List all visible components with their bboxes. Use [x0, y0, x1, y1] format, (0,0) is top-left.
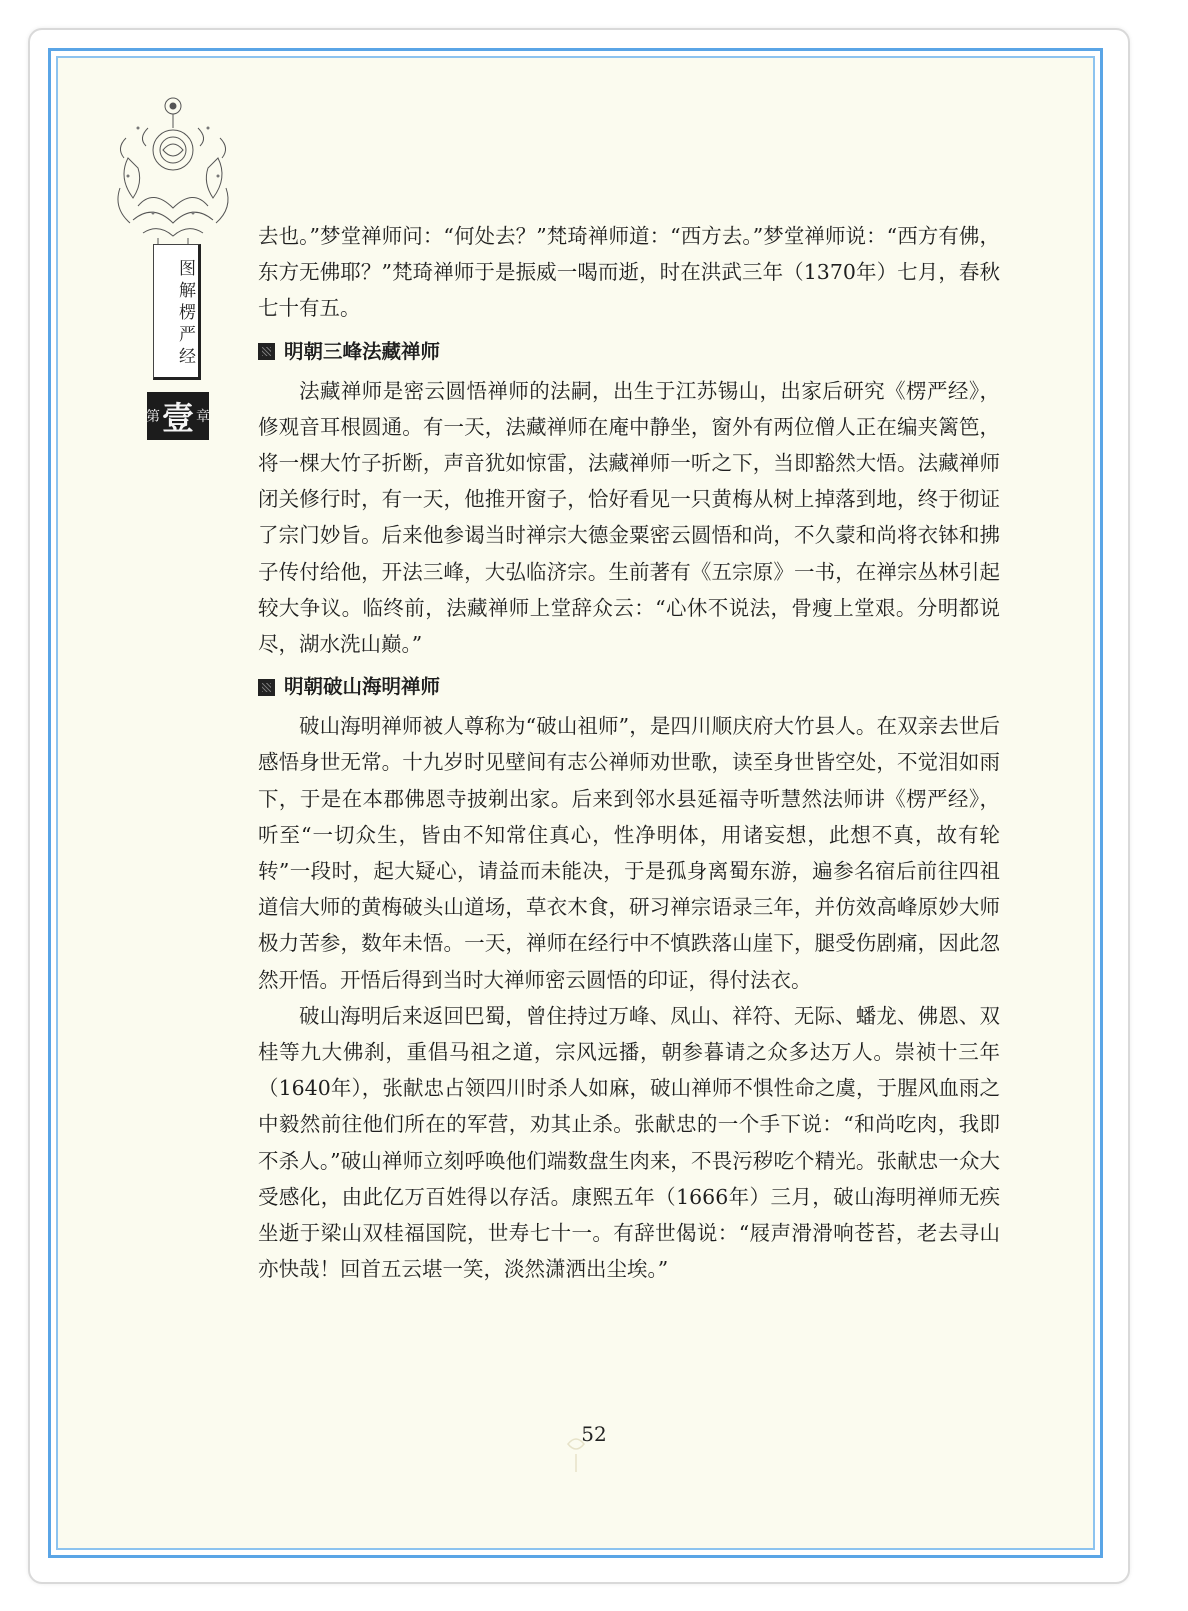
section-heading-text: 明朝三峰法藏禅师	[284, 339, 441, 363]
body-paragraph: 破山海明禅师被人尊称为“破山祖师”，是四川顺庆府大竹县人。在双亲去世后感悟身世无常。十九岁时见壁间有志公禅师劝世歌，读至身世皆空处，不觉泪如雨下，于是在本郡佛恩寺披剃出家。后来到邻水县延福寺听慧然法师讲《楞严经》，听至“一切众生，皆由不知常住真心，性净明体，用诸妄想，此想不真，故有轮转”一段时，起大疑心，请益而未能决，于是孤身离蜀东游，遍参名宿后前往四祖道信大师的黄梅破头山道场，草衣木食，研习禅宗语录三年，并仿效高峰原妙大师极力苦参，数年未悟。一天，禅师在经行中不慎跌落山崖下，腿受伤剧痛，因此忽然开悟。开悟后得到当时大禅师密云圆悟的印证，得付法衣。	[258, 714, 1000, 992]
chapter-prefix: 第	[146, 409, 160, 425]
heading-bullet-icon	[258, 679, 275, 696]
book-title-label	[153, 244, 201, 380]
section-heading-fazang	[258, 333, 1000, 371]
book-title: 图解楞严经	[175, 259, 195, 369]
body-paragraph: 法藏禅师是密云圆悟禅师的法嗣，出生于江苏锡山，出家后研究《楞严经》，修观音耳根圆通。有一天，法藏禅师在庵中静坐，窗外有两位僧人正在编夹篱笆，将一棵大竹子折断，声音犹如惊雷，法藏禅师一听之下，当即豁然大悟。法藏禅师闭关修行时，有一天，他推开窗子，恰好看见一只黄梅从树上掉落到地，终于彻证了宗门妙旨。后来他参谒当时禅宗大德金粟密云圆悟和尚，不久蒙和尚将衣钵和拂子传付给他，开法三峰，大弘临济宗。生前著有《五宗原》一书，在禅宗丛林引起较大争议。临终前，法藏禅师上堂辞众云：“心休不说法，骨瘦上堂艰。分明都说尽，湖水洗山巅。”	[258, 378, 1000, 657]
body-paragraph: 破山海明后来返回巴蜀，曾住持过万峰、凤山、祥符、无际、蟠龙、佛恩、双桂等九大佛刹，重倡马祖之道，宗风远播，朝参暮请之众多达万人。崇祯十三年（1640年），张献忠占领四川时杀人如麻，破山禅师不惧性命之虞，于腥风血雨之中毅然前往他们所在的军营，劝其止杀。张献忠的一个手下说：“和尚吃肉，我即不杀人。”破山禅师立刻呼唤他们端数盘生肉来，不畏污秽吃个精光。张献忠一众大受感化，由此亿万百姓得以存活。康熙五年（1666年）三月，破山海明禅师无疾坐逝于梁山双桂福国院，世寿七十一。有辞世偈说：“屐声滑滑响苍苔，老去寻山亦快哉！回首五云堪一笑，淡然潇洒出尘埃。”	[258, 1003, 1000, 1282]
heading-bullet-icon	[258, 343, 275, 360]
chapter-suffix: 章	[196, 409, 211, 425]
chapter-number: 壹	[162, 399, 195, 437]
section-heading-text: 明朝破山海明禅师	[284, 675, 441, 699]
section-heading-haiming	[258, 668, 1000, 706]
page-number: 52	[581, 1422, 607, 1446]
lotus-ornament-icon	[108, 88, 238, 248]
intro-paragraph: 去也。”梦堂禅师问：“何处去？”梵琦禅师道：“西方去。”梦堂禅师说：“西方有佛，东方无佛耶？”梵琦禅师于是振威一喝而逝，时在洪武三年（1370年）七月，春秋七十有五。	[258, 224, 1000, 321]
main-text	[258, 218, 1000, 1287]
chapter-badge	[147, 392, 209, 440]
